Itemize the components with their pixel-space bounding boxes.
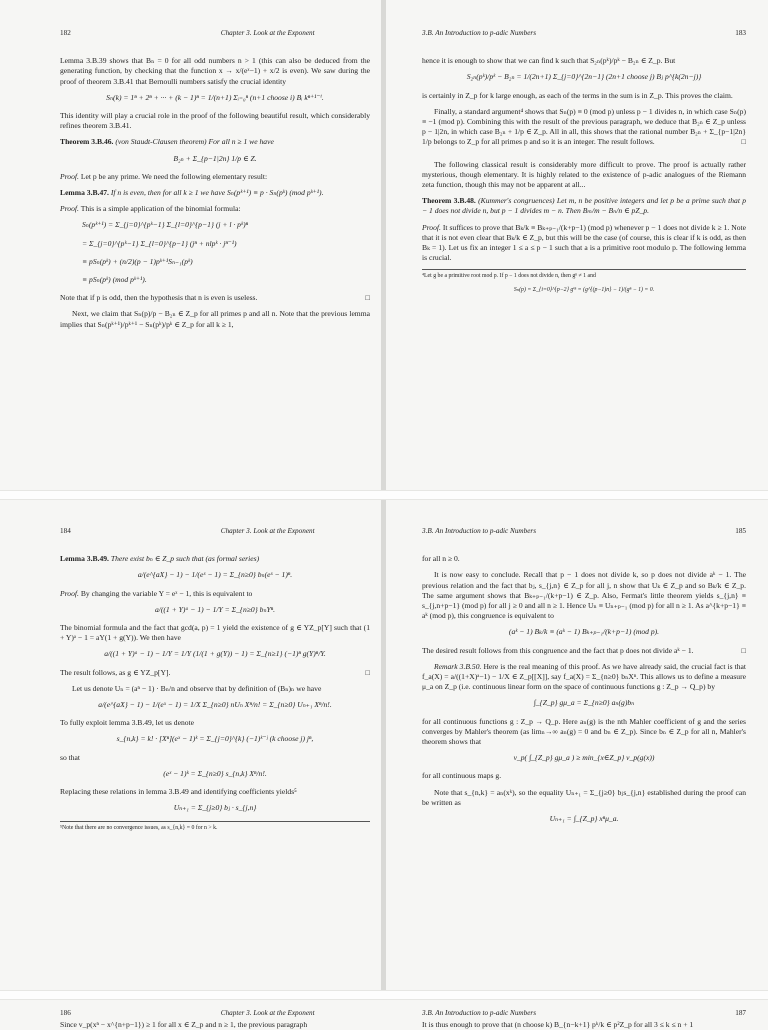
page-header	[60, 28, 370, 38]
proof-text: By changing the variable Y = eˣ − 1, this is equivalent to	[80, 588, 253, 598]
paragraph: so that	[60, 752, 81, 762]
paragraph-text: The result follows, as g ∈ YZ_p[Y].	[60, 667, 171, 677]
proof-label: Proof.	[60, 588, 79, 598]
paragraph: hence it is enough to show that we can find k such that S₂ₙ(pᵏ)/pᵏ − B₂ₙ ∈ Z_p. But	[422, 56, 676, 66]
equation: B₂ₙ + Σ_{p−1|2n} 1/p ∈ Z.	[173, 153, 257, 163]
theorem	[422, 196, 746, 216]
lemma	[60, 188, 370, 198]
paragraph: Replacing these relations in lemma 3.B.49 and identifying coefficients yields⁵	[60, 787, 297, 797]
paragraph: Next, we claim that Sₙ(p)/p − B₂ₙ ∈ Z_p for all primes p and all n. Note that the previous lemma implies that Sₙ(pᵏ⁺¹)/pᵏ⁺¹ − Sₙ(pᵏ)/pᵏ ∈ Z_p for all k ≥ 1,	[60, 309, 370, 329]
page-header	[422, 28, 746, 38]
proof-text: Let p be any prime. We need the following elementary result:	[80, 171, 268, 181]
paragraph: This identity will play a crucial role in the proof of the following beautiful result, which considerably refines theorem 3.B.41.	[60, 111, 370, 131]
proof-text: This is a simple application of the binomial formula:	[80, 204, 241, 214]
paragraph: Since v_p(xⁿ − x^{n+p−1}) ≥ 1 for all x ∈ Z_p and n ≥ 1, the previous paragraph	[60, 1020, 308, 1030]
page-187	[384, 1002, 768, 1030]
theorem-label: Theorem 3.B.48.	[422, 196, 476, 206]
paragraph: for all continuous maps g.	[422, 771, 502, 781]
equation: Uₙ₊₁ = Σ_{j≥0} bⱼ · s_{j,n}	[173, 803, 257, 813]
page-row-separator	[0, 990, 768, 1000]
equation-line: = Σ_{j=0}^{pᵏ−1} Σ_{l=0}^{p−1} (jⁿ + nlpᵏ · jⁿ⁻¹)	[82, 238, 237, 248]
remark-label: Remark 3.B.50.	[434, 661, 482, 671]
page-182	[0, 0, 384, 490]
footnote-equation: Sₙ(p) = Σ_{i=0}^{p−2} gⁱⁿ = (g^{(p−1)n} − 1)/(gⁿ − 1) = 0.	[513, 287, 655, 294]
paragraph	[60, 668, 370, 678]
lemma-text: There exist bₙ ∈ Z_p such that (as formal series)	[110, 554, 260, 564]
lemma-text: If n is even, then for all k ≥ 1 we have Sₙ(pᵏ⁺¹) ≡ p · Sₙ(pᵏ) (mod pᵏ⁺¹).	[110, 188, 324, 198]
lemma-label: Lemma 3.B.47.	[60, 188, 109, 198]
paragraph-text: The desired result follows from this congruence and the fact that p does not divide aᵏ − 1.	[422, 645, 694, 655]
qed-symbol: □	[365, 667, 370, 677]
paragraph: is certainly in Z_p for k large enough, as each of the terms in the sum is in Z_p. This proves the claim.	[422, 90, 733, 100]
page-header	[422, 526, 746, 536]
equation-line: ≡ pSₙ(pᵏ) + (n/2)(p − 1)pᵏ⁺¹Sₙ₋₁(pᵏ)	[82, 256, 193, 266]
page-number: 187	[735, 1009, 746, 1017]
qed-symbol: □	[741, 137, 746, 147]
equation: S₂ₙ(pᵏ)/pᵏ − B₂ₙ = 1/(2n+1) Σ_{j=0}^{2n−1} (2n+1 choose j) Bⱼ p^{k(2n−j)}	[466, 72, 702, 82]
paragraph: It is thus enough to prove that (n choose k) B_{n−k+1} pᵏ/k ∈ p²Z_p for all 3 ≤ k ≤ n + 1	[422, 1020, 694, 1030]
qed-symbol: □	[365, 293, 370, 303]
equation-line: Sₙ(pᵏ⁺¹) = Σ_{j=0}^{pᵏ−1} Σ_{l=0}^{p−1} (j + l · pᵏ)ⁿ	[82, 220, 249, 230]
page-number: 182	[60, 29, 71, 37]
paragraph: Lemma 3.B.39 shows that Bₙ = 0 for all odd numbers n > 1 (this can also be deduced from the generating function, by checking that the function x → x/(eˣ−1) + x/2 is even). We saw during the proof of theorem 3.B.41 that Bernoulli numbers satisfy the crucial identity	[60, 56, 370, 86]
page-number: 185	[735, 527, 746, 535]
remark-text: Here is the real meaning of this proof. As we have already said, the crucial fact is that f_a(X) = a/((1+X)ᵃ−1) − 1/X ∈ Z_p[[X]], say f_a(X) = Σ_{n≥0} bₙXⁿ. This allows us to define a measure μ_a on Z_p (i.e. continuous linear form on the space of continuous functions g : Z_p → Q_p) by	[422, 661, 746, 692]
running-head: Chapter 3. Look at the Exponent	[220, 1009, 315, 1017]
running-head: Chapter 3. Look at the Exponent	[220, 527, 315, 535]
proof	[60, 204, 370, 214]
proof	[422, 223, 746, 264]
proof-label: Proof.	[60, 204, 79, 214]
running-head: 3.B. An Introduction to p-adic Numbers	[422, 1009, 536, 1017]
equation: v_p( ∫_{Z_p} gμ_a ) ≥ min_{x∈Z_p} v_p(g(x))	[513, 753, 655, 763]
page-header	[422, 1008, 746, 1018]
proof	[60, 589, 370, 599]
footnote: ⁵Note that there are no convergence issues, as s_{n,k} = 0 for n > k.	[60, 821, 370, 832]
theorem-text: For all n ≥ 1 we have	[208, 137, 274, 147]
page-number: 184	[60, 527, 71, 535]
proof-text: It suffices to prove that Bₖ/k ≡ Bₖ₊ₚ₋₁/(k+p−1) (mod p) whenever p − 1 does not divide k ≥ 1. Note that it is not even clear that Bₖ/k ∈ Z_p, but this will be the case (of course, this is clear if k is odd, as then Bₖ = 1). Let us fix an integer 1 ≤ a ≤ p − 1 such that a is a primitive root modulo p. The following lemma is crucial.	[422, 222, 746, 263]
page-number: 183	[735, 29, 746, 37]
paragraph: for all n ≥ 0.	[422, 554, 460, 564]
page-185	[384, 498, 768, 988]
equation: Uₙ₊₁ = ∫_{Z_p} xⁿμ_a.	[549, 814, 619, 824]
lemma	[60, 554, 370, 564]
theorem	[60, 137, 370, 147]
lemma-label: Lemma 3.B.49.	[60, 554, 109, 564]
paragraph: Note that s_{n,k} = aₙ(xᵏ), so the equality Uₙ₊₁ = Σ_{j≥0} bⱼs_{j,n} established during the proof can be written as	[422, 787, 746, 807]
qed-symbol: □	[741, 645, 746, 655]
equation: a/((1 + Y)ᵃ − 1) − 1/Y = Σ_{n≥0} bₙYⁿ.	[154, 604, 276, 614]
equation: a/((1 + Y)ᵃ − 1) − 1/Y = 1/Y (1/(1 + g(Y)) − 1) = Σ_{n≥1} (−1)ⁿ g(Y)ⁿ/Y.	[104, 649, 326, 659]
paragraph: The following classical result is considerably more difficult to prove. The proof is actually rather mysterious, though elementary. It is highly related to the existence of p-adic analogues of the Riemann zeta function, though this may not be apparent at all...	[422, 159, 746, 190]
paragraph: Let us denote Uₙ = (aⁿ − 1) · Bₙ/n and observe that by definition of (Bₙ)ₙ we have	[72, 683, 322, 693]
page-number: 186	[60, 1009, 71, 1017]
paragraph-text: Finally, a standard argument⁴ shows that Sₙ(p) ≡ 0 (mod p) unless p − 1 divides n, in which case Sₙ(p) ≡ −1 (mod p). Combining this with the result of the previous paragraph, we deduce that B₂ₙ ∈ Z_p unless p − 1|2n, in which case B₂ₙ + 1/p ∈ Z_p. All in all, this shows that the rational number B₂ₙ + Σ_{p−1|2n} 1/p belongs to Z_p for all primes p and so it is an integer. The result follows.	[422, 106, 746, 147]
equation: ∫_{Z_p} gμ_a = Σ_{n≥0} aₙ(g)bₙ	[533, 698, 635, 708]
equation: a/(e^{aX} − 1) − 1/(eˣ − 1) = Σ_{n≥0} bₙ(eˣ − 1)ⁿ.	[137, 570, 293, 580]
paragraph: for all continuous functions g : Z_p → Q_p. Here aₙ(g) is the nth Mahler coefficient of g and the series converges by Mahler's theorem (as limₙ→∞ aₙ(g) = 0 and bₙ ∈ Z_p). Since bₙ ∈ Z_p for all n, Mahler's theorem shows that	[422, 716, 746, 747]
theorem-attribution: (von Staudt-Clausen theorem)	[115, 137, 207, 147]
equation: (aᵏ − 1) Bₖ/k ≡ (aᵏ − 1) Bₖ₊ₚ₋₁/(k+p−1) (mod p).	[508, 627, 660, 637]
page-header	[60, 526, 370, 536]
page-184	[0, 498, 384, 988]
page-186	[0, 1002, 384, 1030]
equation: Sₙ(k) = 1ⁿ + 2ⁿ + ··· + (k − 1)ⁿ = 1/(n+1) Σᵢ₌₀ⁿ (n+1 choose i) Bᵢ kⁿ⁺¹⁻ⁱ.	[106, 92, 324, 102]
page-183	[384, 0, 768, 490]
theorem-text: Let m, n be positive integers and let p be a prime such that p − 1 does not divide n, but p − 1 divides m − n. Then Bₘ/m − Bₙ/n ∈ pZ_p.	[422, 196, 747, 216]
paragraph-text: Note that if p is odd, then the hypothesis that n is even is useless.	[60, 293, 258, 303]
equation-line: ≡ pSₙ(pᵏ) (mod pᵏ⁺¹).	[82, 275, 147, 285]
running-head: 3.B. An Introduction to p-adic Numbers	[422, 527, 536, 535]
paragraph: To fully exploit lemma 3.B.49, let us denote	[60, 718, 195, 728]
footnote-text: ⁴Let g be a primitive root mod p. If p − 1 does not divide n, then gⁿ ≠ 1 and	[422, 273, 596, 280]
equation: s_{n,k} = k! · [Xⁿ](eˣ − 1)ᵏ = Σ_{j=0}^{k} (−1)ᵏ⁻ʲ (k choose j) jⁿ,	[116, 734, 314, 744]
running-head: Chapter 3. Look at the Exponent	[220, 29, 315, 37]
page-header	[60, 1008, 370, 1018]
paragraph	[422, 107, 746, 148]
proof-label: Proof.	[60, 171, 79, 181]
remark	[422, 662, 746, 693]
footnote	[422, 269, 746, 294]
running-head: 3.B. An Introduction to p-adic Numbers	[422, 29, 536, 37]
equation: (eˣ − 1)ᵏ = Σ_{n≥0} s_{n,k} Xⁿ/n!.	[163, 768, 267, 778]
proof-label: Proof.	[422, 222, 441, 232]
paragraph: The binomial formula and the fact that gcd(a, p) = 1 yield the existence of g ∈ YZ_p[Y] such that (1 + Y)ᵃ − 1 = aY(1 + g(Y)). We then have	[60, 623, 370, 643]
proof	[60, 172, 370, 182]
paragraph	[60, 293, 370, 303]
paragraph	[422, 646, 746, 656]
paragraph: It is now easy to conclude. Recall that p − 1 does not divide k, so p does not divide aᵏ − 1. The previous relation and the fact that bⱼ, s_{j,n} ∈ Z_p for all j, n show that Uₖ ∈ Z_p and so Bₖ/k ∈ Z_p. The same argument shows that Bₖ₊ₚ₋₁/(k+p−1) ∈ Z_p. Also, Fermat's little theorem yields s_{j,n} ≡ s_{j,n+p−1} (mod p) for all j ≥ 0 and all n ≥ 1. Hence Uₙ ≡ Uₙ₊ₚ₋₁ (mod p) for all n ≥ 1. As a^{k+p−1} ≡ aᵏ (mod p), this congruence is equivalent to	[422, 570, 746, 621]
theorem-label: Theorem 3.B.46.	[60, 137, 114, 147]
theorem-attribution: (Kummer's congruences)	[478, 196, 555, 206]
equation: a/(e^{aX} − 1) − 1/(eˣ − 1) = 1/X Σ_{n≥0} nUₙ Xⁿ/n! = Σ_{n≥0} Uₙ₊₁ Xⁿ/n!.	[98, 700, 332, 710]
